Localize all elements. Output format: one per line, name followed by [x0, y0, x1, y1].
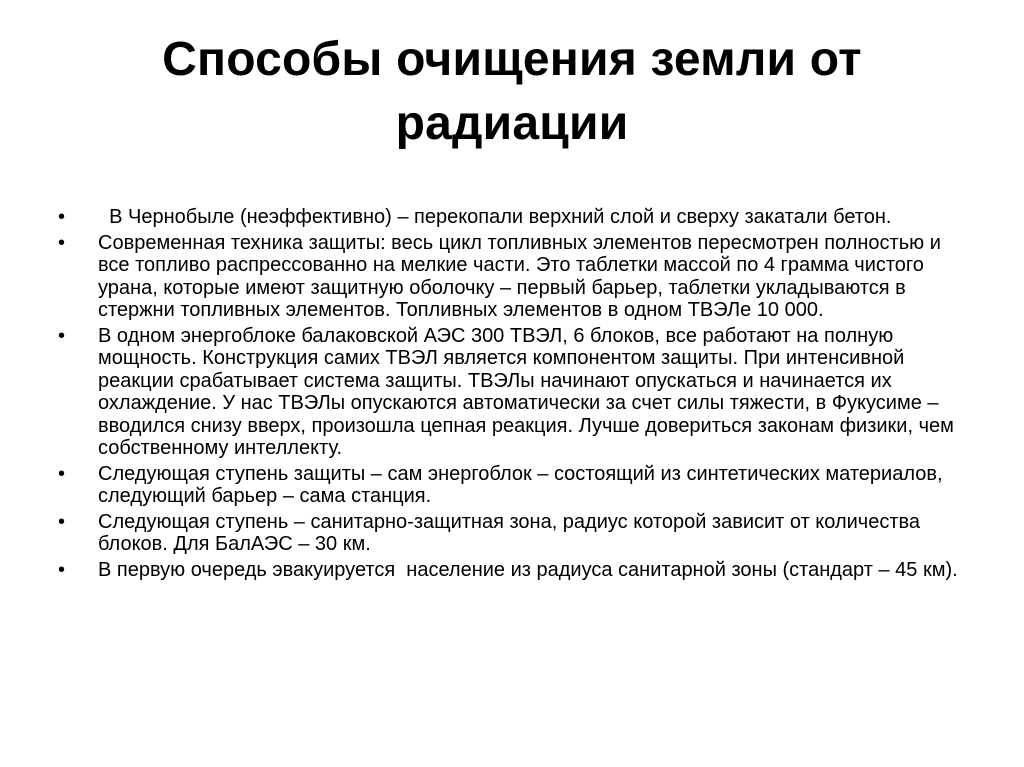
list-item-text: В первую очередь эвакуируется население из радиуса санитарной зоны (стандарт – 45 км).	[98, 558, 958, 581]
list-item	[58, 206, 968, 229]
bullet-list	[58, 206, 968, 584]
list-item-text: Следующая ступень – санитарно-защитная зона, радиус которой зависит от количества блоков. Для БалАЭС – 30 км.	[98, 510, 926, 555]
bullet-marker: •	[58, 324, 66, 347]
bullet-marker: •	[58, 231, 66, 254]
list-item	[58, 463, 968, 508]
list-item-text: Современная техника защиты: весь цикл топливных элементов пересмотрен полностью и все топливо распрессованно на мелкие части. Это таблетки массой по 4 грамма чистого урана, которые имеют защитную оболочку – первый барьер, таблетки укладываются в стержни топливных элементов. Топливных элементов в одном ТВЭЛе 10 000.	[98, 231, 947, 321]
list-item-text: В одном энергоблоке балаковской АЭС 300 ТВЭЛ, 6 блоков, все работают на полную мощность. Конструкция самих ТВЭЛ является компонентом защиты. При интенсивной реакции срабатывает система защиты. ТВЭЛы начинают опускаться и начинается их охлаждение. У нас ТВЭЛы опускаются автоматически за счет силы тяжести, в Фукусиме – вводился снизу вверх, произошла цепная реакция. Лучше довериться законам физики, чем собственному интеллекту.	[98, 324, 960, 459]
list-item	[58, 325, 968, 460]
list-item	[58, 232, 968, 322]
bullet-marker: •	[58, 206, 66, 228]
list-item-text: Следующая ступень защиты – сам энергоблок – состоящий из синтетических материалов, следующий барьер – сама станция.	[98, 462, 949, 507]
list-item	[58, 559, 968, 582]
bullet-marker: •	[58, 558, 66, 581]
list-item	[58, 511, 968, 556]
bullet-marker: •	[58, 510, 66, 533]
bullet-marker: •	[58, 462, 66, 485]
list-item-text: В Чернобыле (неэффективно) – перекопали верхний слой и сверху закатали бетон.	[98, 206, 892, 228]
slide-title: Способы очищения земли от радиации	[162, 33, 862, 150]
